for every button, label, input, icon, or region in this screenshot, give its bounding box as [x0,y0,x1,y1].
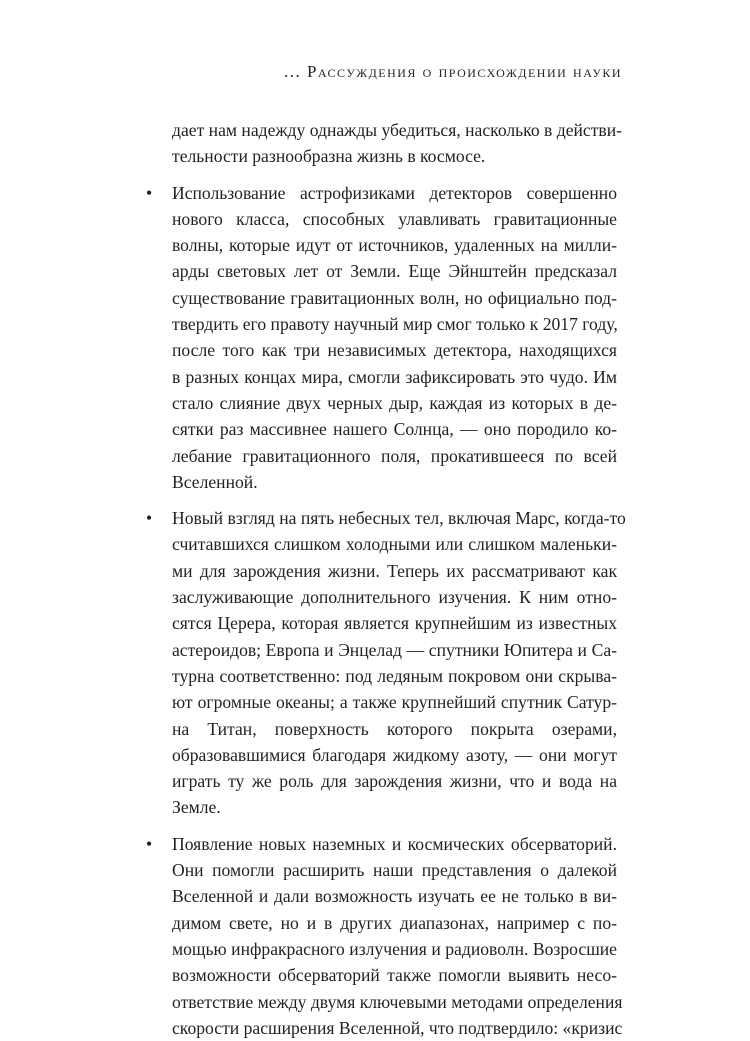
text-line: Они помогли расширить наши представления о далекой [172,860,617,881]
text-line: в разных концах мира, смогли зафиксировать это чудо. Им [172,366,617,387]
intro-paragraph [146,117,622,170]
text-line: нового класса, способных улавливать гравитационные [172,208,617,229]
text-line: мощью инфракрасного излучения и радиоволн. Возросшие [172,938,617,959]
text-line: тельности разнообразна жизнь в космосе. [172,146,486,167]
text-line: димом свете, но и в других диапазонах, например с по- [172,912,617,933]
text-line: сятся Церера, которая является крупнейшим из известных [172,613,617,634]
text-line: Вселенной. [172,471,258,492]
text-line: ют огромные океаны; а также крупнейший спутник Сатур- [172,692,617,713]
running-head: ... Рассуждения о происхождении науки [283,62,622,81]
text-line: Появление новых наземных и космических обсерваторий. [172,833,617,854]
text-line: арды световых лет от Земли. Еще Эйнштейн предсказал [172,261,617,282]
text-line: Новый взгляд на пять небесных тел, включая Марс, когда-то [172,508,626,529]
text-line: Вселенной и дали возможность изучать ее не только в ви- [172,886,617,907]
text-line: Использование астрофизиками детекторов совершенно [172,182,617,203]
text-line: скорости расширения Вселенной, что подтвердило: «кризис [172,1017,623,1038]
text-line: ответствие между двумя ключевыми методами определения [172,991,623,1012]
text-line: образовавшимися благодаря жидкому азоту, — они могут [172,744,617,765]
bullet-marker: • [146,182,153,203]
text-line: твердить его правоту научный мир смог только к 2017 году, [172,314,618,335]
text-line: играть ту же роль для зарождения жизни, что и вода на [172,771,617,792]
text-line: Земле. [172,797,221,818]
text-line: лебание гравитационного поля, прокатившееся по всей [172,445,617,466]
text-line: турна соответственно: под ледяным покровом они скрыва- [172,665,617,686]
text-line: после того как три независимых детектора, находящихся [172,340,617,361]
text-line: сятки раз массивнее нашего Солнца, — оно породило ко- [172,419,617,440]
text-line: дает нам надежду однажды убедиться, насколько в действи- [172,120,622,140]
text-line: возможности обсерваторий также помогли выявить несо- [172,965,617,986]
text-line: на Титан, поверхность которого покрыта озерами, [172,718,617,739]
bullet-item [146,180,617,496]
bullet-item [146,505,626,821]
text-line: стало слияние двух черных дыр, каждая из которых в де- [172,392,617,413]
text-line: астероидов; Европа и Энцелад — спутники Юпитера и Са- [172,639,617,660]
bullet-item [146,831,623,1041]
bullet-marker: • [146,833,153,854]
bullet-marker: • [146,508,153,529]
text-line: считавшихся слишком холодными или слишком маленьки- [172,534,617,555]
text-line: заслуживающие дополнительного изучения. К ним отно- [172,587,617,608]
text-line: волны, которые идут от источников, удаленных на милли- [172,235,617,256]
text-line: существование гравитационных волн, но официально под- [172,287,617,308]
page-text [146,117,626,1041]
text-line: ми для зарождения жизни. Теперь их рассматривают как [172,560,617,581]
